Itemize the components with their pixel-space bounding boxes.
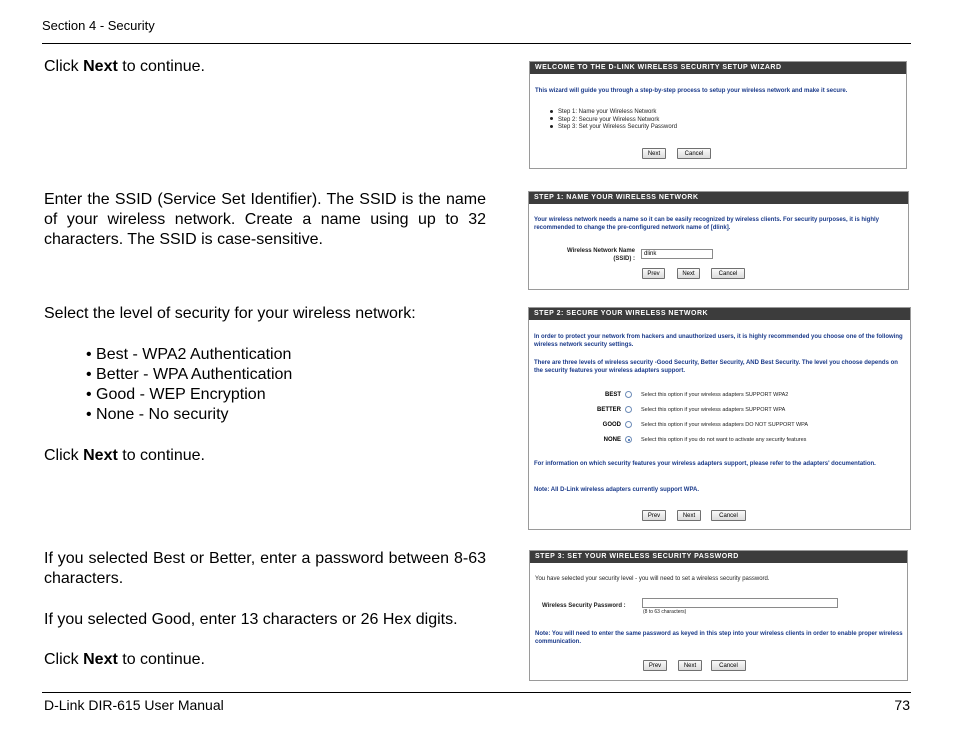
wizard-step3-title: STEP 3: SET YOUR WIRELESS SECURITY PASSWORD: [530, 551, 907, 563]
cancel-button[interactable]: Cancel: [711, 510, 746, 521]
level-best-text: Select this option if your wireless adapters SUPPORT WPA2: [641, 392, 789, 398]
ssid-input[interactable]: dlink: [641, 249, 713, 259]
footer-rule: [42, 692, 911, 693]
list-item: • None - No security: [86, 406, 229, 423]
cancel-button[interactable]: Cancel: [711, 268, 745, 279]
prev-button[interactable]: Prev: [642, 510, 666, 521]
ssid-label: Wireless Network Name (SSID) :: [567, 248, 635, 262]
prev-button[interactable]: Prev: [643, 660, 667, 671]
header-rule: [42, 43, 911, 44]
level-good-radio[interactable]: [625, 421, 632, 428]
cancel-button[interactable]: Cancel: [677, 148, 711, 159]
wizard-steps-list: [550, 109, 677, 132]
section-header: Section 4 - Security: [42, 18, 155, 33]
password-instruction-2: If you selected Good, enter 13 characters or 26 Hex digits.: [44, 611, 458, 628]
next-button[interactable]: Next: [677, 268, 700, 279]
list-item: Step 2: Secure your Wireless Network: [550, 117, 677, 125]
wizard-step1-title: STEP 1: NAME YOUR WIRELESS NETWORK: [529, 192, 908, 204]
wizard-welcome-description: This wizard will guide you through a step-by-step process to setup your wireless network and make it secure.: [535, 88, 848, 94]
wizard-welcome-title: WELCOME TO THE D-LINK WIRELESS SECURITY SETUP WIZARD: [530, 62, 906, 74]
level-none-radio[interactable]: [625, 436, 632, 443]
footer-manual-title: D-Link DIR-615 User Manual: [44, 697, 224, 713]
list-item: • Best - WPA2 Authentication: [86, 346, 292, 363]
wizard-step2-title: STEP 2: SECURE YOUR WIRELESS NETWORK: [529, 308, 910, 320]
list-item: • Better - WPA Authentication: [86, 366, 293, 383]
wizard-step3-screenshot: [529, 550, 908, 681]
wizard-step2-note: Note: All D-Link wireless adapters currently support WPA.: [534, 487, 700, 493]
wizard-step2-screenshot: [528, 307, 911, 530]
next-button[interactable]: Next: [678, 660, 702, 671]
password-instruction-1: If you selected Best or Better, enter a password between 8-63 characters.: [44, 550, 486, 587]
level-none-text: Select this option if you do not want to activate any security features: [641, 437, 807, 443]
wizard-step3-description: You have selected your security level - you will need to set a wireless security password.: [535, 576, 770, 582]
next-button[interactable]: Next: [677, 510, 701, 521]
level-better-label: BETTER: [597, 407, 621, 413]
intro-instruction: Click Next to continue.: [44, 58, 205, 75]
wizard-step1-description: Your wireless network needs a name so it can be easily recognized by wireless clients. For security purposes, it is highly recommended to change the pre-configured network name of [dlink].: [534, 217, 880, 231]
prev-button[interactable]: Prev: [642, 268, 665, 279]
wizard-step1-screenshot: [528, 191, 909, 290]
level-better-text: Select this option if your wireless adapters SUPPORT WPA: [641, 407, 786, 413]
password-next-instruction: Click Next to continue.: [44, 651, 205, 668]
password-label: Wireless Security Password :: [542, 603, 626, 609]
next-button[interactable]: Next: [642, 148, 666, 159]
list-item: Step 3: Set your Wireless Security Password: [550, 124, 677, 132]
password-hint: (8 to 63 characters): [643, 609, 687, 615]
cancel-button[interactable]: Cancel: [711, 660, 746, 671]
ssid-instruction: Enter the SSID (Service Set Identifier). The SSID is the name of your wireless network. Create a name using up to 32 characters. The SSID is case-sensitive.: [44, 191, 486, 248]
wizard-step2-description-1: In order to protect your network from hackers and unauthorized users, it is highly recommended you choose one of the following wireless network security settings.: [534, 334, 903, 348]
wizard-welcome-screenshot: [529, 61, 907, 169]
security-bullet-list: [86, 345, 292, 425]
page-number: 73: [894, 697, 910, 713]
level-none-label: NONE: [603, 437, 621, 443]
level-best-label: BEST: [604, 392, 621, 398]
level-better-radio[interactable]: [625, 406, 632, 413]
password-input[interactable]: [642, 598, 838, 608]
level-good-text: Select this option if your wireless adapters DO NOT SUPPORT WPA: [641, 422, 809, 428]
wizard-step2-description-2: There are three levels of wireless security -Good Security, Better Security, AND Best Security. The level you choose depends on the security features your wireless adapters support.: [534, 360, 898, 374]
wizard-step3-note: Note: You will need to enter the same password as keyed in this step into your wireless clients in order to enable proper wireless communication.: [535, 631, 903, 645]
security-instruction: Click Next to continue.: [44, 447, 205, 464]
wizard-step2-info: For information on which security features your wireless adapters support, please refer to the adapters' documentation.: [534, 461, 876, 467]
level-good-label: GOOD: [602, 422, 621, 428]
list-item: Step 1: Name your Wireless Network: [550, 109, 677, 117]
level-best-radio[interactable]: [625, 391, 632, 398]
list-item: • Good - WEP Encryption: [86, 386, 266, 403]
security-lead: Select the level of security for your wireless network:: [44, 305, 416, 322]
